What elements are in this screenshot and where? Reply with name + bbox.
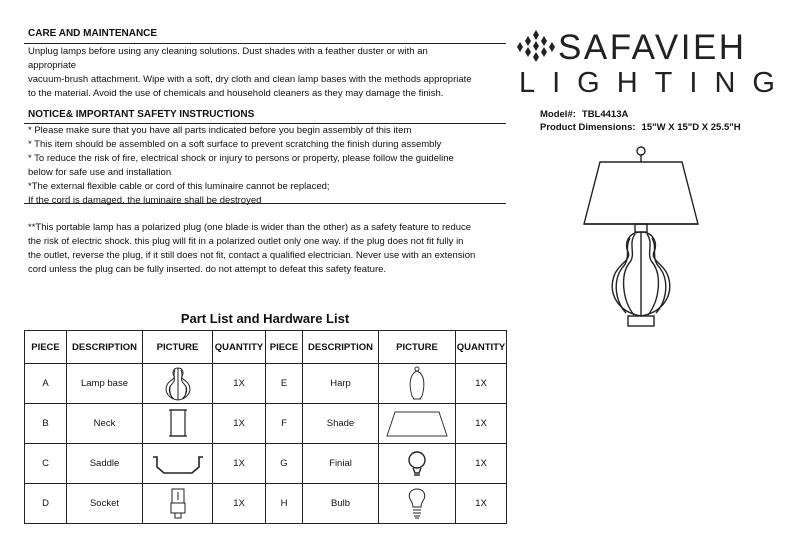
- neck-icon: [168, 408, 188, 440]
- safety-text: [28, 124, 506, 208]
- table-row: [25, 484, 507, 524]
- quantity-cell: 1X: [213, 404, 266, 444]
- parts-table: [24, 330, 507, 524]
- quantity-cell: 1X: [456, 484, 507, 524]
- plug-line: **This portable lamp has a polarized plug (one blade is wider than the other) as a safety feature to reduce: [28, 222, 472, 233]
- piece-cell: H: [266, 484, 303, 524]
- description-cell: Saddle: [67, 444, 143, 484]
- picture-cell: [143, 404, 213, 444]
- description-cell: Socket: [67, 484, 143, 524]
- finial-icon: [405, 449, 429, 479]
- care-line: appropriate: [28, 60, 77, 71]
- product-info: [540, 108, 741, 134]
- description-cell: Finial: [303, 444, 379, 484]
- model-value: TBL4413A: [581, 109, 629, 120]
- picture-cell: [379, 444, 456, 484]
- piece-cell: D: [25, 484, 67, 524]
- care-line: vacuum-brush attachment. Wipe with a soft, dry cloth and clean lamp bases with the methods appropriate: [28, 74, 472, 85]
- model-row: [540, 108, 741, 121]
- shade-icon: [385, 409, 449, 439]
- quantity-cell: 1X: [456, 404, 507, 444]
- safety-line: If the cord is damaged, the luminaire shall be destroyed: [28, 195, 262, 206]
- piece-cell: C: [25, 444, 67, 484]
- safety-title: NOTICE& IMPORTANT SAFETY INSTRUCTIONS: [28, 109, 255, 120]
- description-cell: Neck: [67, 404, 143, 444]
- picture-cell: [143, 444, 213, 484]
- table-row: [25, 364, 507, 404]
- table-row: [25, 444, 507, 484]
- quantity-cell: 1X: [213, 444, 266, 484]
- dims-row: [540, 121, 741, 134]
- description-cell: Shade: [303, 404, 379, 444]
- picture-cell: [379, 364, 456, 404]
- plug-line: cord unless the plug can be fully inserted. do not attempt to defeat this safety feature.: [28, 264, 387, 275]
- picture-cell: [143, 364, 213, 404]
- piece-cell: B: [25, 404, 67, 444]
- table-header-row: [25, 331, 507, 364]
- quantity-cell: 1X: [213, 364, 266, 404]
- care-line: Unplug lamps before using any cleaning solutions. Dust shades with a feather duster or with an: [28, 46, 428, 57]
- piece-cell: A: [25, 364, 67, 404]
- header-description: DESCRIPTION: [67, 331, 143, 364]
- lamp-base-icon: [161, 366, 195, 402]
- header-description: DESCRIPTION: [303, 331, 379, 364]
- care-text: [28, 45, 506, 101]
- lamp-illustration: [578, 140, 704, 336]
- safety-line: *The external flexible cable or cord of this luminaire cannot be replaced;: [28, 181, 330, 192]
- quantity-cell: 1X: [456, 444, 507, 484]
- piece-cell: G: [266, 444, 303, 484]
- safety-end-rule: [24, 203, 506, 204]
- plug-text: [28, 221, 506, 277]
- model-label: Model#:: [540, 109, 576, 120]
- header-picture: PICTURE: [379, 331, 456, 364]
- harp-icon: [405, 366, 429, 402]
- header-piece: PIECE: [25, 331, 67, 364]
- safety-line: below for safe use and installation: [28, 167, 172, 178]
- description-cell: Harp: [303, 364, 379, 404]
- dims-value: 15"W X 15"D X 25.5"H: [641, 122, 741, 133]
- picture-cell: [143, 484, 213, 524]
- brand-logo: [516, 22, 792, 102]
- bulb-icon: [406, 487, 428, 521]
- care-line: to the material. Avoid the use of chemicals and household cleaners as they may damage the finish.: [28, 88, 444, 99]
- brand-name: SAFAVIEH: [558, 28, 747, 67]
- header-quantity: QUANTITY: [456, 331, 507, 364]
- plug-line: the outlet, reverse the plug, if it still does not fit, contact a qualified electrician. Never use with an extension: [28, 250, 476, 261]
- safety-line: * Please make sure that you have all parts indicated before you begin assembly of this item: [28, 125, 412, 136]
- quantity-cell: 1X: [213, 484, 266, 524]
- safety-line: * To reduce the risk of fire, electrical shock or injury to persons or property, please follow the guideline: [28, 153, 454, 164]
- header-quantity: QUANTITY: [213, 331, 266, 364]
- socket-icon: [167, 487, 189, 521]
- care-title: CARE AND MAINTENANCE: [28, 28, 158, 39]
- brand-sub: LIGHTING: [519, 67, 792, 99]
- header-piece: PIECE: [266, 331, 303, 364]
- parts-title: Part List and Hardware List: [180, 311, 350, 326]
- picture-cell: [379, 484, 456, 524]
- saddle-icon: [150, 451, 206, 477]
- header-picture: PICTURE: [143, 331, 213, 364]
- description-cell: Bulb: [303, 484, 379, 524]
- chandelier-logo-icon: [516, 28, 556, 62]
- quantity-cell: 1X: [456, 364, 507, 404]
- description-cell: Lamp base: [67, 364, 143, 404]
- table-row: [25, 404, 507, 444]
- piece-cell: E: [266, 364, 303, 404]
- safety-line: * This item should be assembled on a soft surface to prevent scratching the finish during assembly: [28, 139, 442, 150]
- care-rule: [24, 43, 506, 44]
- piece-cell: F: [266, 404, 303, 444]
- plug-line: the risk of electric shock. this plug will fit in a polarized outlet only one way. if the plug does not fit fully in: [28, 236, 464, 247]
- dims-label: Product Dimensions:: [540, 122, 636, 133]
- picture-cell: [379, 404, 456, 444]
